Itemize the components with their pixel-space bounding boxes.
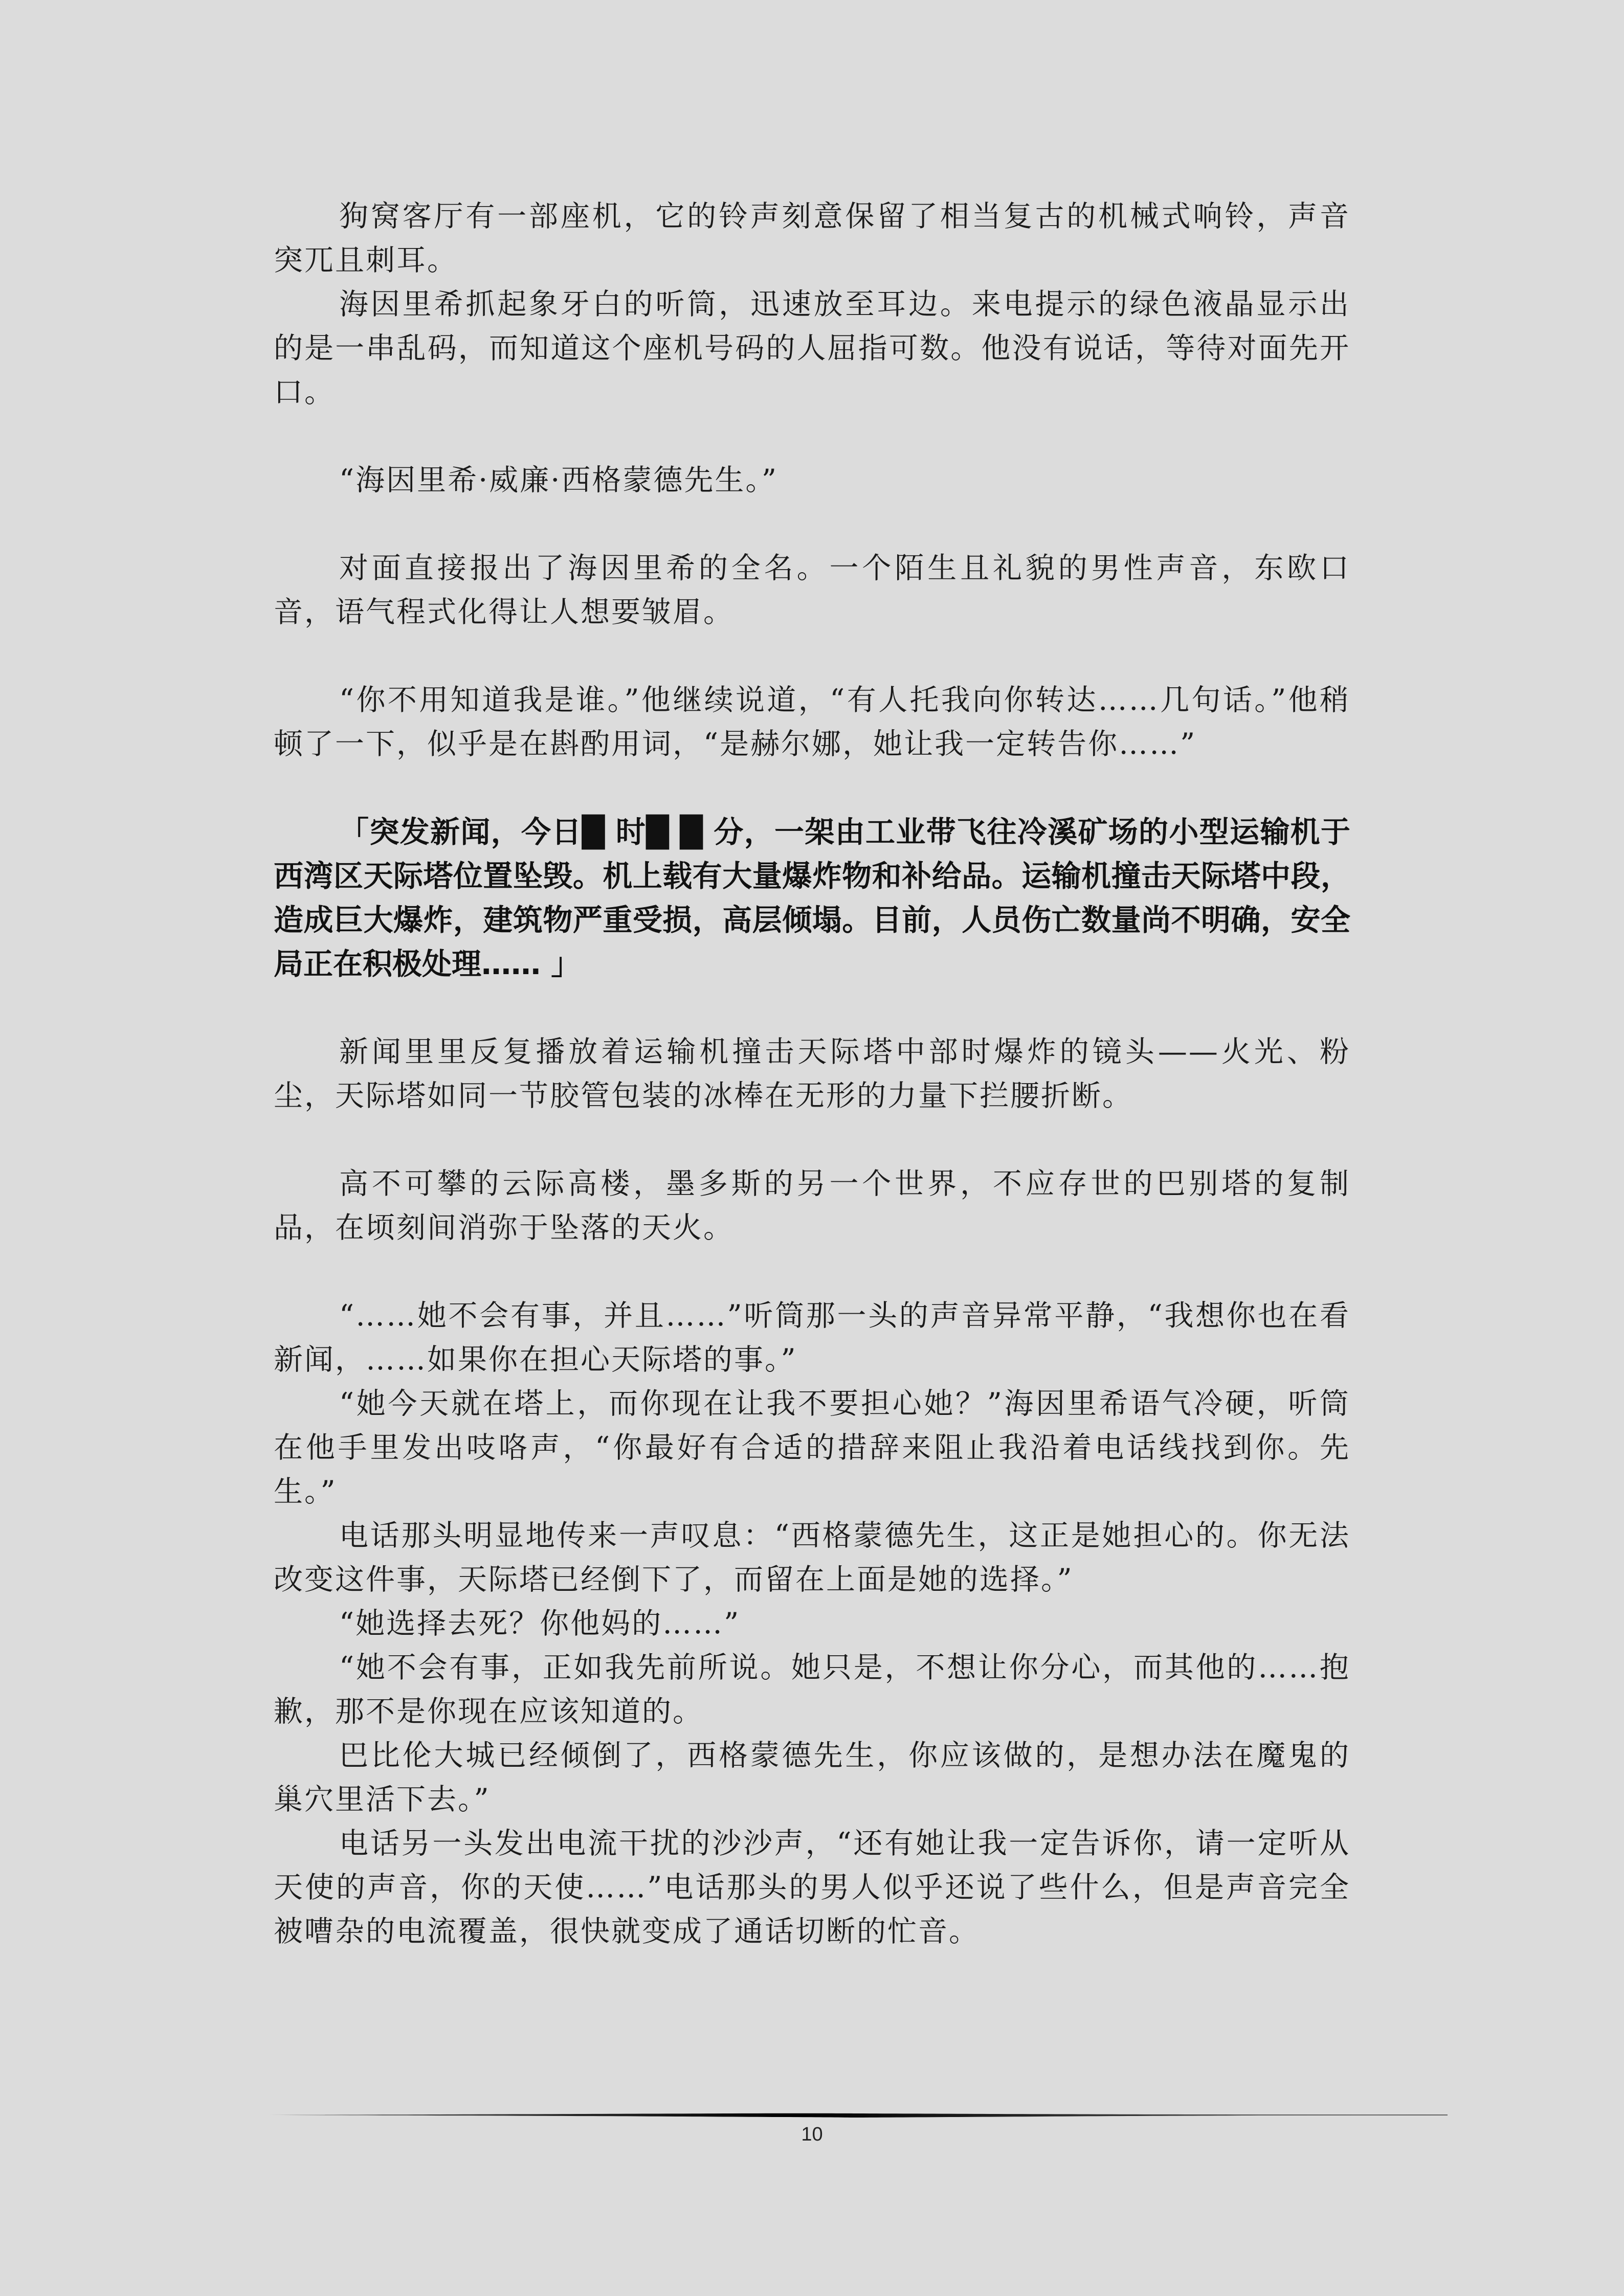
paragraph: “她今天就在塔上，而你现在让我不要担心她？”海因里希语气冷硬，听筒在他手里发出吱咯声，“你最好有合适的措辞来阻止我沿着电话线找到你。先生。” [274,1387,1350,1509]
paragraph: “你不用知道我是谁。”他继续说道，“有人托我向你转达……几句话。”他稍顿了一下，似乎是在斟酌用词，“是赫尔娜，她让我一定转告你……” [274,683,1350,761]
page-number: 10 [801,2124,823,2145]
paragraph: “她不会有事，正如我先前所说。她只是，不想让你分心，而其他的……抱歉，那不是你现在应该知道的。 [274,1651,1350,1728]
footer-divider [269,2111,1448,2119]
paragraph-gap [274,1250,1350,1294]
paragraph: 电话那头明显地传来一声叹息：“西格蒙德先生，这正是她担心的。你无法改变这件事，天际塔已经倒下了，而留在上面是她的选择。” [274,1519,1350,1596]
paragraph-gap [274,502,1350,546]
paragraph: “海因里希·威廉·西格蒙德先生。” [339,463,778,497]
paragraph-gap [274,766,1350,810]
paragraph: 新闻里里反复播放着运输机撞击天际塔中部时爆炸的镜头——火光、粉尘，天际塔如同一节胶管包装的冰棒在无形的力量下拦腰折断。 [274,1035,1350,1113]
paragraph: 巴比伦大城已经倾倒了，西格蒙德先生，你应该做的，是想办法在魔鬼的巢穴里活下去。” [274,1739,1350,1816]
paragraph: “她选择去死？你他妈的……” [339,1607,741,1640]
paragraph-gap [274,1118,1350,1162]
paragraph-gap [274,986,1350,1030]
paragraph: “……她不会有事，并且……”听筒那一头的声音异常平静，“我想你也在看新闻，……如果你在担心天际塔的事。” [274,1299,1350,1377]
paragraph: 电话另一头发出电流干扰的沙沙声，“还有她让我一定告诉你，请一定听从天使的声音，你的天使……”电话那头的男人似乎还说了些什么，但是声音完全被嘈杂的电流覆盖，很快就变成了通话切断的忙音。 [274,1827,1350,1948]
paragraph-gap [274,634,1350,678]
paragraph-gap [274,414,1350,458]
news-broadcast-paragraph: 「突发新闻，今日█ 时█ █ 分，一架由工业带飞往冷溪矿场的小型运输机于西湾区天际塔位置坠毁。机上载有大量爆炸物和补给品。运输机撞击天际塔中段，造成巨大爆炸，建筑物严重受损，高层倾塌。目前，人员伤亡数量尚不明确，安全局正在积极处理…… 」 [274,815,1350,981]
paragraph: 高不可攀的云际高楼，墨多斯的另一个世界，不应存世的巴别塔的复制品，在顷刻间消弥于坠落的天火。 [274,1167,1350,1245]
paragraph: 对面直接报出了海因里希的全名。一个陌生且礼貌的男性声音，东欧口音，语气程式化得让人想要皱眉。 [274,551,1350,629]
body-text [274,194,1350,1953]
paragraph: 狗窝客厅有一部座机，它的铃声刻意保留了相当复古的机械式响铃，声音突兀且刺耳。 [274,199,1350,277]
paragraph: 海因里希抓起象牙白的听筒，迅速放至耳边。来电提示的绿色液晶显示出的是一串乱码，而知道这个座机号码的人屈指可数。他没有说话，等待对面先开口。 [274,287,1350,409]
